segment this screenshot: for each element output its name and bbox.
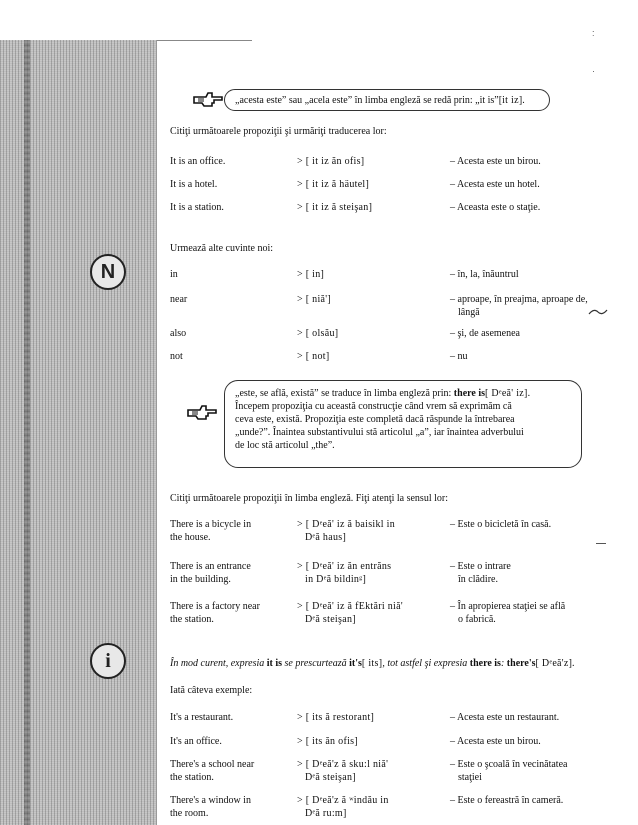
- instruction-read: Citiţi următoarele propoziţii şi urmăriţi traducerea lor:: [170, 126, 387, 137]
- table3-ro-cont: staţiei: [458, 772, 482, 783]
- table2-en-cont: the station.: [170, 614, 214, 625]
- note-there-is-line: ceva este, există. Propoziţia este completă dacă răspunde la întrebarea: [235, 414, 515, 425]
- scan-mark: ·: [592, 66, 595, 76]
- vocab-phonetic: > [ niă']: [297, 294, 332, 305]
- table3-en-cont: the station.: [170, 772, 214, 783]
- note-it-is: [224, 89, 550, 111]
- table3-phonetic-cont: Dᵉă ru:m]: [305, 808, 347, 819]
- table2-ro: – Este o bicicletă în casă.: [450, 519, 552, 530]
- table2-en: There is a bicycle in: [170, 519, 252, 530]
- table3-phonetic: > [ Dᵉeă'z ă ʷindău in: [297, 795, 389, 806]
- vocab-ro: – nu: [450, 351, 468, 362]
- vocab-phonetic: > [ in]: [297, 269, 325, 280]
- table2-en-cont: the house.: [170, 532, 211, 543]
- vocab-ro: – aproape, în preajma, aproape de,: [450, 294, 588, 305]
- note-there-is-text: „este, se află, există” se traduce în limba engleză prin:: [235, 388, 454, 399]
- table3-phonetic: > [ its ăn ofis]: [297, 736, 358, 747]
- table1-ro: – Acesta este un birou.: [450, 156, 541, 167]
- note-there-is: [224, 380, 582, 468]
- table3-ro: – Este o fereastră în cameră.: [450, 795, 564, 806]
- table1-ro: – Acesta este un hotel.: [450, 179, 540, 190]
- table2-en: There is a factory near: [170, 601, 260, 612]
- table3-en-cont: the room.: [170, 808, 209, 819]
- margin-rule: [156, 40, 157, 825]
- note-there-is-line: Începem propoziţia cu această construcţie când vrem să exprimăm că: [235, 401, 512, 412]
- table1-en: It is an office.: [170, 156, 226, 167]
- table1-en: It is a hotel.: [170, 179, 218, 190]
- info-badge: i: [90, 643, 126, 679]
- vocab-en: not: [170, 351, 183, 362]
- table2-phonetic-cont: Dᵉă steişan]: [305, 614, 356, 625]
- binding-edge: [24, 40, 30, 825]
- instruction-read-english: Citiţi următoarele propoziţii în limba engleză. Fiţi atenţi la sensul lor:: [170, 493, 448, 504]
- pointing-hand-icon: [192, 89, 228, 111]
- vocab-en: near: [170, 294, 188, 305]
- vocab-en: in: [170, 269, 178, 280]
- table3-en: There's a school near: [170, 759, 255, 770]
- vocab-phonetic: > [ not]: [297, 351, 330, 362]
- table3-ro: – Acesta este un restaurant.: [450, 712, 560, 723]
- table2-ro: – În apropierea staţiei se află: [450, 601, 566, 612]
- table3-en: There's a window in: [170, 795, 251, 806]
- vocab-phonetic: > [ olsău]: [297, 328, 339, 339]
- note-there-is-phonetic: [ Dᵉeă' iz].: [485, 388, 531, 399]
- vocab-ro: – în, la, înăuntrul: [450, 269, 519, 280]
- vocab-ro: – şi, de asemenea: [450, 328, 520, 339]
- table1-phonetic: > [ it iz ă häutel]: [297, 179, 370, 190]
- scan-mark: :: [592, 28, 595, 38]
- table2-en-cont: in the building.: [170, 574, 231, 585]
- table3-ro: – Este o şcoală în vecinătatea: [450, 759, 568, 770]
- table2-phonetic-cont: in Dᵉă bildinᵍ]: [305, 574, 367, 585]
- table2-ro-cont: în clădire.: [458, 574, 498, 585]
- table2-ro: – Este o intrare: [450, 561, 511, 572]
- instruction-new-words: Urmează alte cuvinte noi:: [170, 243, 274, 254]
- instruction-examples: Iată câteva exemple:: [170, 685, 253, 696]
- top-rule: [156, 40, 252, 41]
- table3-phonetic-cont: Dᵉă steişan]: [305, 772, 356, 783]
- tilde-mark: [588, 308, 608, 316]
- table2-phonetic-cont: Dᵉă haus]: [305, 532, 347, 543]
- note-it-is-text: „acesta este” sau „acela este” în limba engleză se redă prin: „it is”[: [235, 95, 503, 106]
- note-there-is-keyword: there is: [453, 388, 485, 399]
- table2-en: There is an entrance: [170, 561, 251, 572]
- table3-ro: – Acesta este un birou.: [450, 736, 541, 747]
- table1-phonetic: > [ it iz ă steişan]: [297, 202, 373, 213]
- contraction-info: În mod curent, expresia it is se prescurtează it's[ its], tot astfel şi expresia there is: there's[ Dᵉeă'z].: [170, 658, 575, 669]
- note-it-is-end: ].: [518, 95, 525, 106]
- note-there-is-line: „unde?”. Înaintea substantivului stă articolul „a”, iar înaintea adverbului: [235, 427, 524, 438]
- table2-phonetic: > [ Dᵉeă' iz ăn entrăns: [297, 561, 392, 572]
- table2-phonetic: > [ Dᵉeă' iz ă baisikl in: [297, 519, 396, 530]
- margin-dash: [596, 543, 606, 544]
- table2-phonetic: > [ Dᵉeă' iz ă fEktări niă': [297, 601, 403, 612]
- note-there-is-line: de loc stă articolul „the”.: [235, 440, 335, 451]
- table3-en: It's a restaurant.: [170, 712, 234, 723]
- table2-ro-cont: o fabrică.: [458, 614, 496, 625]
- new-words-badge: N: [90, 254, 126, 290]
- table3-phonetic: > [ Dᵉeă'z ă sku:l niă': [297, 759, 389, 770]
- table1-en: It is a station.: [170, 202, 224, 213]
- table3-phonetic: > [ its ă restorant]: [297, 712, 375, 723]
- table1-phonetic: > [ it iz ăn ofis]: [297, 156, 365, 167]
- vocab-ro-cont: lângă: [458, 307, 480, 318]
- pointing-hand-icon: [186, 402, 222, 424]
- table3-en: It's an office.: [170, 736, 222, 747]
- vocab-en: also: [170, 328, 187, 339]
- note-it-is-phonetic: it iz: [502, 95, 519, 106]
- table1-ro: – Aceasta este o staţie.: [450, 202, 541, 213]
